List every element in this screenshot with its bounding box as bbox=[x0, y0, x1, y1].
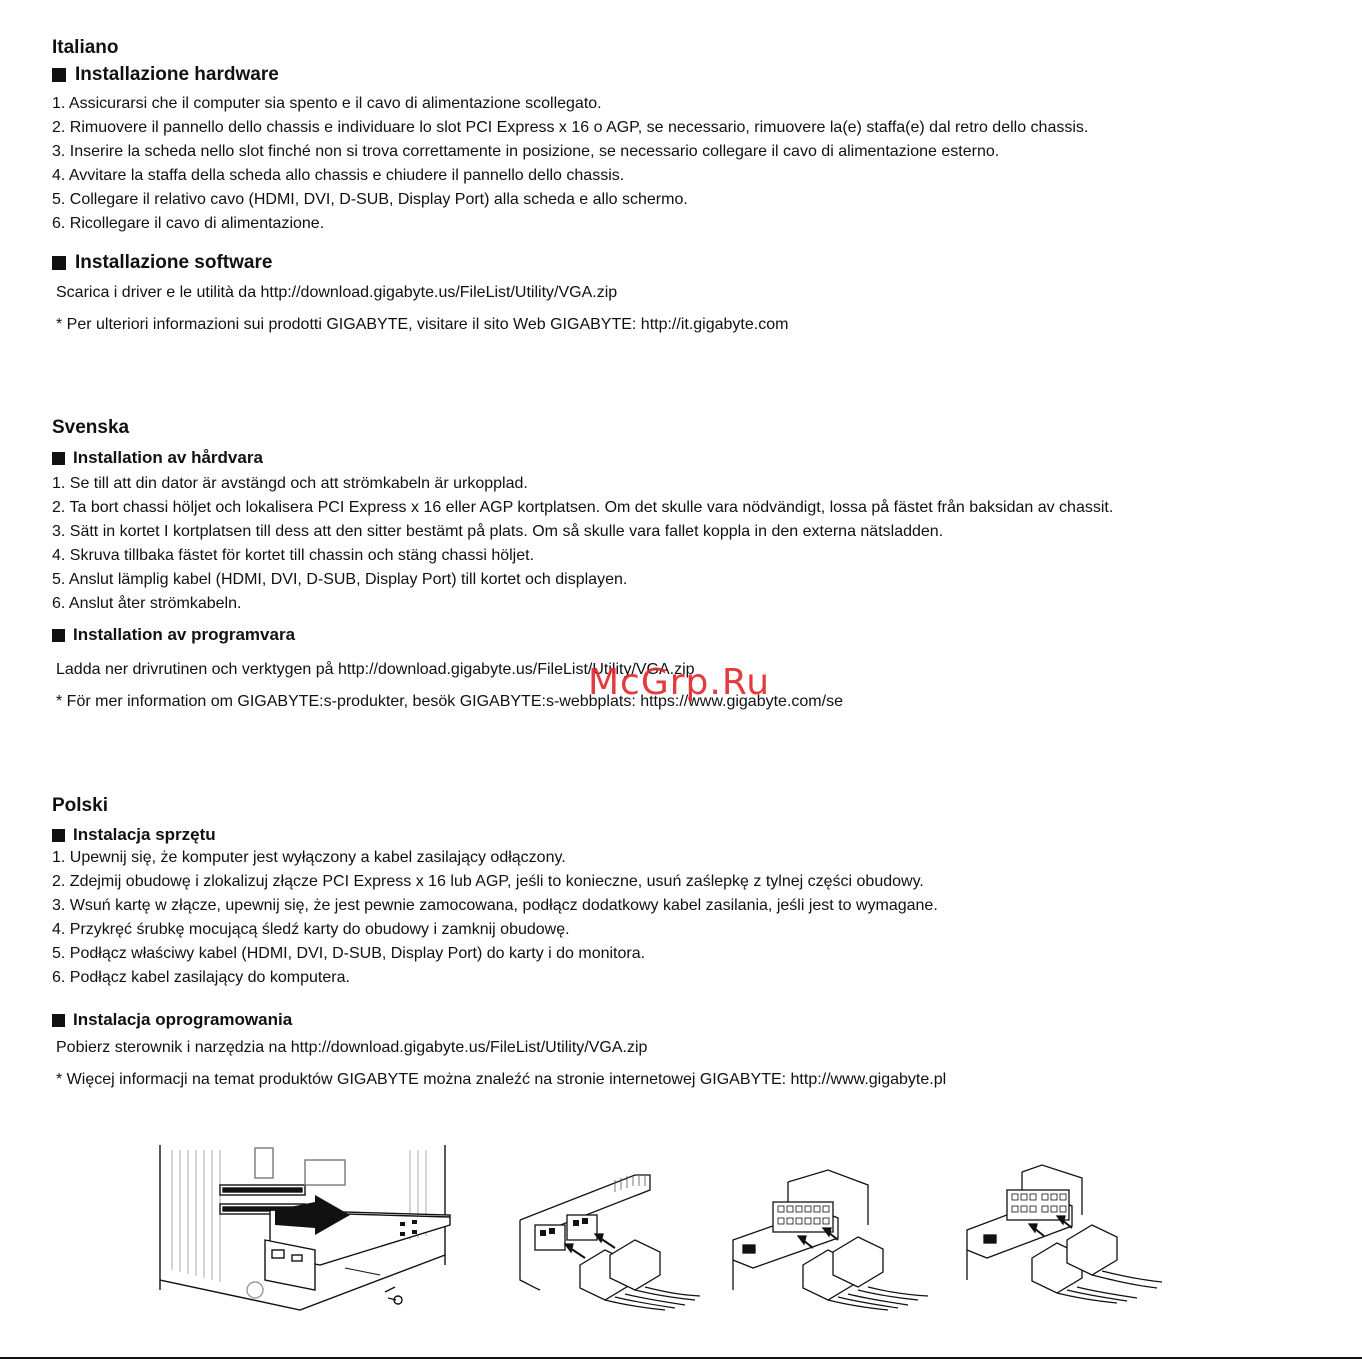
power-connector-illustration-1 bbox=[515, 1140, 705, 1320]
software-heading-polski bbox=[52, 1010, 292, 1030]
steps-list-italiano bbox=[52, 92, 1088, 236]
power-connector-illustration-2 bbox=[728, 1140, 938, 1320]
watermark: McGrp.Ru bbox=[588, 662, 771, 703]
steps-list-svenska bbox=[52, 472, 1113, 616]
download-line-svenska: Ladda ner drivrutinen och verktygen på http://download.gigabyte.us/FileList/Utility/VGA.zip bbox=[56, 661, 695, 678]
step-item: 6. Anslut åter strömkabeln. bbox=[52, 595, 242, 612]
info-line-italiano: * Per ulteriori informazioni sui prodotti GIGABYTE, visitare il sito Web GIGABYTE: http://it.gigabyte.com bbox=[56, 316, 789, 333]
square-bullet-icon bbox=[52, 68, 66, 82]
software-heading-italiano bbox=[52, 252, 272, 274]
steps-list-polski bbox=[52, 846, 938, 990]
step-item: 1. Assicurarsi che il computer sia spento e il cavo di alimentazione scollegato. bbox=[52, 95, 602, 112]
hardware-heading-text: Installation av hårdvara bbox=[73, 448, 263, 467]
lang-title-svenska: Svenska bbox=[52, 417, 130, 438]
step-item: 1. Upewnij się, że komputer jest wyłączony a kabel zasilający odłączony. bbox=[52, 849, 566, 866]
square-bullet-icon bbox=[52, 629, 65, 642]
step-item: 4. Skruva tillbaka fästet för kortet till chassin och stäng chassi höljet. bbox=[52, 547, 535, 564]
step-item: 4. Avvitare la staffa della scheda allo chassis e chiudere il pannello dello chassis. bbox=[52, 167, 625, 184]
download-line-polski: Pobierz sterownik i narzędzia na http://download.gigabyte.us/FileList/Utility/VGA.zip bbox=[56, 1039, 648, 1056]
step-item: 1. Se till att din dator är avstängd och att strömkabeln är urkopplad. bbox=[52, 475, 528, 492]
step-item: 6. Podłącz kabel zasilający do komputera. bbox=[52, 969, 350, 986]
step-item: 2. Rimuovere il pannello dello chassis e individuare lo slot PCI Express x 16 o AGP, se necessario, rimuovere la(e) staffa(e) dal retro dello chassis. bbox=[52, 119, 1089, 136]
step-item: 6. Ricollegare il cavo di alimentazione. bbox=[52, 215, 325, 232]
step-item: 4. Przykręć śrubkę mocującą śledź karty do obudowy i zamknij obudowę. bbox=[52, 921, 570, 938]
software-heading-text: Installation av programvara bbox=[73, 625, 296, 644]
hardware-heading-svenska bbox=[52, 448, 263, 468]
software-heading-text: Instalacja oprogramowania bbox=[73, 1010, 293, 1029]
power-connector-illustration-3 bbox=[962, 1140, 1172, 1320]
software-heading-text: Installazione software bbox=[75, 252, 273, 273]
download-line-italiano: Scarica i driver e le utilità da http://download.gigabyte.us/FileList/Utility/VGA.zip bbox=[56, 284, 618, 301]
square-bullet-icon bbox=[52, 829, 65, 842]
lang-title-italiano: Italiano bbox=[52, 37, 119, 58]
info-line-svenska: * För mer information om GIGABYTE:s-produkter, besök GIGABYTE:s-webbplats: https://www.gigabyte.com/se bbox=[56, 693, 843, 710]
square-bullet-icon bbox=[52, 1014, 65, 1027]
step-item: 2. Ta bort chassi höljet och lokalisera PCI Express x 16 eller AGP kortplatsen. Om det skulle vara nödvändigt, lossa på fästet från baksidan av chassit. bbox=[52, 499, 1114, 516]
hardware-heading-text: Installazione hardware bbox=[75, 64, 279, 85]
square-bullet-icon bbox=[52, 452, 65, 465]
software-heading-svenska bbox=[52, 625, 295, 645]
step-item: 5. Anslut lämplig kabel (HDMI, DVI, D-SUB, Display Port) till kortet och displayen. bbox=[52, 571, 628, 588]
step-item: 3. Wsuń kartę w złącze, upewnij się, że jest pewnie zamocowana, podłącz dodatkowy kabel zasilania, jeśli jest to wymagane. bbox=[52, 897, 938, 914]
bottom-rule bbox=[0, 1357, 1362, 1359]
step-item: 2. Zdejmij obudowę i zlokalizuj złącze PCI Express x 16 lub AGP, jeśli to konieczne, usuń zaślepkę z tylnej części obudowy. bbox=[52, 873, 924, 890]
step-item: 5. Podłącz właściwy kabel (HDMI, DVI, D-SUB, Display Port) do karty i do monitora. bbox=[52, 945, 646, 962]
step-item: 5. Collegare il relativo cavo (HDMI, DVI, D-SUB, Display Port) alla scheda e allo schermo. bbox=[52, 191, 688, 208]
square-bullet-icon bbox=[52, 256, 66, 270]
hardware-heading-italiano bbox=[52, 64, 279, 86]
step-item: 3. Inserire la scheda nello slot finché non si trova correttamente in posizione, se necessario collegare il cavo di alimentazione esterno. bbox=[52, 143, 1000, 160]
card-install-illustration bbox=[150, 1140, 470, 1320]
hardware-heading-polski bbox=[52, 825, 216, 845]
info-line-polski: * Więcej informacji na temat produktów GIGABYTE można znaleźć na stronie internetowej GIGABYTE: http://www.gigabyte.pl bbox=[56, 1071, 947, 1088]
lang-title-polski: Polski bbox=[52, 795, 108, 816]
hardware-heading-text: Instalacja sprzętu bbox=[73, 825, 216, 844]
step-item: 3. Sätt in kortet I kortplatsen till dess att den sitter bestämt på plats. Om så skulle vara fallet koppla in den externa nätsladden. bbox=[52, 523, 944, 540]
